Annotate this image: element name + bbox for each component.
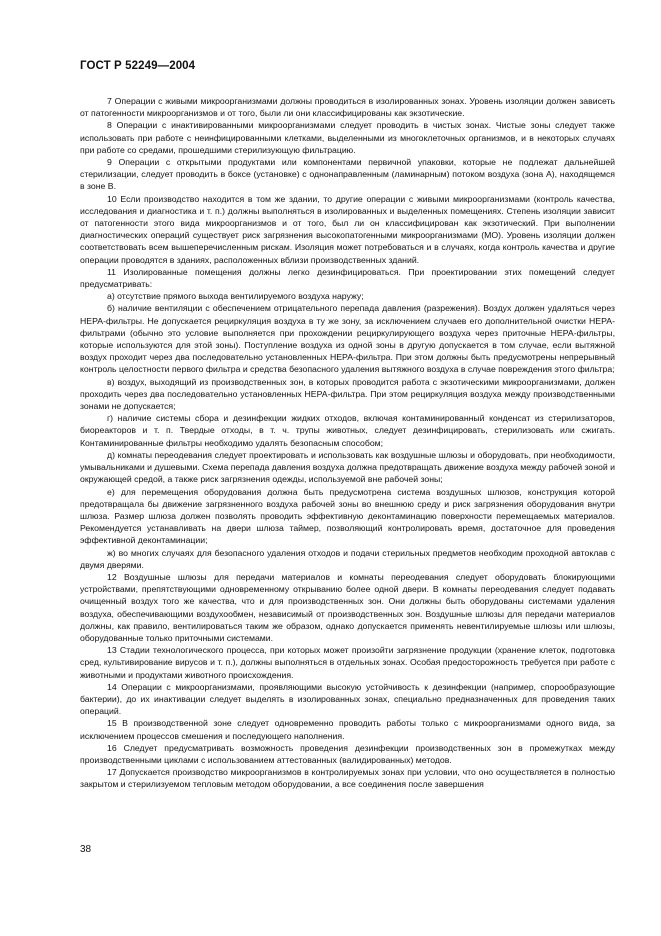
list-item-b: б) наличие вентиляции с обеспечением отрицательного перепада давления (разрежения). Воздух должен удаляться через НЕРА-фильтры. Не допускается рециркуляция воздуха в ту же зону, за исключением случаев его дополнительной очистки НЕРА-фильтрами (обычно это условие выполняется при прохождении рециркулирующего воздуха через приточные НЕРА-фильтры, которые используются для этой зоны). Поступление воздуха из одной зоны в другую допускается в том случае, если вытяжной воздух проходит через два последовательно установленных НЕРА-фильтра. При этом должны быть предусмотрены непрерывный контроль целостности первого фильтра и средства безопасного удаления вытяжного воздуха в случае повреждения этого фильтра; bbox=[80, 303, 615, 375]
body-text bbox=[80, 95, 615, 791]
list-item-v: в) воздух, выходящий из производственных зон, в которых проводится работа с экзотическими микроорганизмами, должен проходить через два последовательно установленных НЕРА-фильтра. При этом рециркуляция воздуха между производственными зонами не допускается; bbox=[80, 376, 615, 412]
paragraph-15: 15 В производственной зоне следует одновременно проводить работы только с микроорганизмами одного вида, за исключением процессов смешения и последующего наполнения. bbox=[80, 718, 615, 741]
paragraph-11: 11 Изолированные помещения должны легко дезинфицироваться. При проектировании этих помещений следует предусматривать: bbox=[80, 266, 615, 290]
paragraph-12: 12 Воздушные шлюзы для передачи материалов и комнаты переодевания следует оборудовать блокирующими устройствами, препятствующими одновременному открыванию более одной двери. В комнаты переодевания следует подавать очищенный воздух того же качества, что и для производственных зон. Они должны быть оборудованы системами удаления воздуха, обеспечивающими воздухообмен, независимый от производственных зон. Воздушные шлюзы для передачи материалов должны, как правило, вентилироваться таким же образом, однако допускается применять невентилируемые шлюзы или шлюзы, оборудованные только приточными системами. bbox=[80, 571, 615, 643]
paragraph-8: 8 Операции с инактивированными микроорганизмами следует проводить в чистых зонах. Чистые зоны следует также использовать при работе с неинфицированными клетками, выделенными из многоклеточных организмов, и в некоторых случаях при работе со средами, прошедшими стерилизующую фильтрацию. bbox=[80, 120, 615, 155]
list-item-g: г) наличие системы сбора и дезинфекции жидких отходов, включая контаминированный конденсат из стерилизаторов, биореакторов и т. п. Твердые отходы, в т. ч. трупы животных, следует дезинфицировать, стерилизовать или сжигать. Контаминированные фильтры необходимо удалять безопасным способом; bbox=[80, 413, 615, 448]
paragraph-17: 17 Допускается производство микроорганизмов в контролируемых зонах при условии, что оно осуществляется в полностью закрытом и стерилизуемом тепловым методом оборудовании, а все соединения после завершения bbox=[80, 767, 615, 790]
list-item-a: а) отсутствие прямого выхода вентилируемого воздуха наружу; bbox=[107, 291, 364, 302]
paragraph-16: 16 Следует предусматривать возможность проведения дезинфекции производственных зон в промежутках между производственными циклами с использованием аттестованных (валидированных) методов. bbox=[80, 742, 615, 765]
standard-header: ГОСТ Р 52249—2004 bbox=[80, 60, 196, 72]
list-item-zh: ж) во многих случаях для безопасного удаления отходов и подачи стерильных предметов необходим проходной автоклав с двумя дверями. bbox=[80, 547, 615, 570]
paragraph-14: 14 Операции с микроорганизмами, проявляющими высокую устойчивость к дезинфекции (например, спорообразующие бактерии), до их инактивации следует выделять в изолированных зонах, специально предназначенных для проведения таких операций. bbox=[80, 681, 615, 717]
paragraph-10: 10 Если производство находится в том же здании, то другие операции с живыми микроорганизмами (контроль качества, исследования и диагностика и т. п.) должны выполняться в изолированных и выделенных помещениях. Степень изоляции зависит от патогенности этого вида микроорганизмов и от того, был ли он классифицирован как экзотический. При выполнении диагностических операций существует риск загрязнения высокопатогенными микроорганизмами (МО). Уровень изоляции должен соответствовать всем вышеперечисленным рискам. Изоляция может потребоваться и в случаях, когда контроль качества и другие операции проводятся в зданиях, расположенных вблизи производственных зданий. bbox=[80, 193, 615, 265]
page-number: 38 bbox=[80, 844, 92, 855]
list-item-d: д) комнаты переодевания следует проектировать и использовать как воздушные шлюзы и оборудовать, при необходимости, умывальниками и душевыми. Схема перепада давления воздуха должна предотвращать движение воздуха между рабочей зоной и окружающей средой, а также риск загрязнения одежды, используемой вне рабочей зоны; bbox=[80, 449, 615, 485]
paragraph-13: 13 Стадии технологического процесса, при которых может произойти загрязнение продукции (хранение клеток, подготовка сред, культивирование вирусов и т. п.), должны выполняться в отдельных зонах. Особая предосторожность требуется при работе с животными и продуктами животного происхождения. bbox=[80, 645, 615, 680]
list-item-e: е) для перемещения оборудования должна быть предусмотрена система воздушных шлюзов, конструкция которой предотвращала бы движение загрязненного воздуха рабочей зоны во внешнюю среду и риск загрязнения оборудования внутри шлюза. Размер шлюза должен позволять проводить эффективную деконтаминацию поверхности перемещаемых материалов. Рекомендуется устанавливать на двери шлюза таймер, позволяющий контролировать время, достаточное для проведения эффективной деконтаминации; bbox=[80, 486, 615, 546]
paragraph-7: 7 Операции с живыми микроорганизмами должны проводиться в изолированных зонах. Уровень изоляции должен зависеть от патогенности микроорганизмов и от того, были ли они классифицированы как экзотические. bbox=[80, 96, 615, 119]
paragraph-9: 9 Операции с открытыми продуктами или компонентами первичной упаковки, которые не подлежат дальнейшей стерилизации, следует проводить в боксе (установке) с однонаправленным (ламинарным) потоком воздуха (зона А), находящемся в зоне В. bbox=[80, 157, 615, 192]
